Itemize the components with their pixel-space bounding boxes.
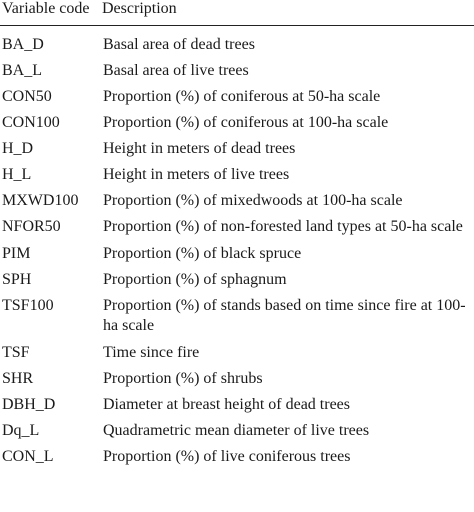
table-row [0, 267, 474, 293]
table-row [0, 241, 474, 267]
description-cell: Basal area of dead trees [103, 36, 255, 53]
table-row [0, 136, 474, 162]
table-row [0, 188, 474, 214]
variable-code-cell: NFOR50 [2, 218, 61, 235]
description-cell: Height in meters of live trees [103, 166, 290, 183]
variable-code-cell: MXWD100 [2, 192, 79, 209]
table-row [0, 418, 474, 444]
variable-code-cell: SHR [2, 370, 34, 387]
table-row [0, 110, 474, 136]
description-cell: Diameter at breast height of dead trees [103, 396, 350, 413]
table-header [0, 0, 474, 26]
table-row [0, 214, 474, 241]
variable-code-cell: CON50 [2, 88, 52, 105]
variable-code-cell: BA_L [2, 62, 42, 79]
variable-code-cell: CON100 [2, 114, 60, 131]
variable-code-cell: H_L [2, 166, 32, 183]
variable-code-cell: TSF [2, 344, 30, 361]
description-cell: Basal area of live trees [103, 62, 249, 79]
description-cell: Quadrametric mean diameter of live trees [103, 422, 370, 439]
table-row [0, 366, 474, 392]
description-cell: Proportion (%) of live coniferous trees [103, 448, 351, 465]
table-row [0, 26, 474, 59]
variable-code-cell: SPH [2, 271, 32, 288]
header-row [0, 0, 474, 26]
header-variable-code: Variable code [2, 0, 90, 17]
header-description: Description [102, 0, 177, 17]
table-row [0, 293, 474, 340]
table-body [0, 26, 474, 471]
variable-code-cell: DBH_D [2, 396, 56, 413]
description-cell: Height in meters of dead trees [103, 140, 296, 157]
description-cell: Time since fire [103, 344, 200, 361]
variable-code-cell: CON_L [2, 448, 54, 465]
description-cell: Proportion (%) of stands based on time since fire at 100-ha scale [103, 297, 466, 334]
table-row [0, 58, 474, 84]
table-row [0, 444, 474, 470]
table-row [0, 392, 474, 418]
description-cell: Proportion (%) of mixedwoods at 100-ha scale [103, 192, 403, 209]
description-cell: Proportion (%) of coniferous at 100-ha scale [103, 114, 389, 131]
variable-code-cell: H_D [2, 140, 34, 157]
table-row [0, 340, 474, 366]
description-cell: Proportion (%) of coniferous at 50-ha scale [103, 88, 381, 105]
variable-code-cell: BA_D [2, 36, 44, 53]
table-row [0, 84, 474, 110]
variable-code-cell: Dq_L [2, 422, 40, 439]
description-cell: Proportion (%) of non-forested land types at 50-ha scale [103, 218, 463, 235]
table-row [0, 162, 474, 188]
description-cell: Proportion (%) of black spruce [103, 245, 302, 262]
description-cell: Proportion (%) of shrubs [103, 370, 263, 387]
variable-code-cell: TSF100 [2, 297, 54, 314]
description-cell: Proportion (%) of sphagnum [103, 271, 287, 288]
variable-code-cell: PIM [2, 245, 31, 262]
